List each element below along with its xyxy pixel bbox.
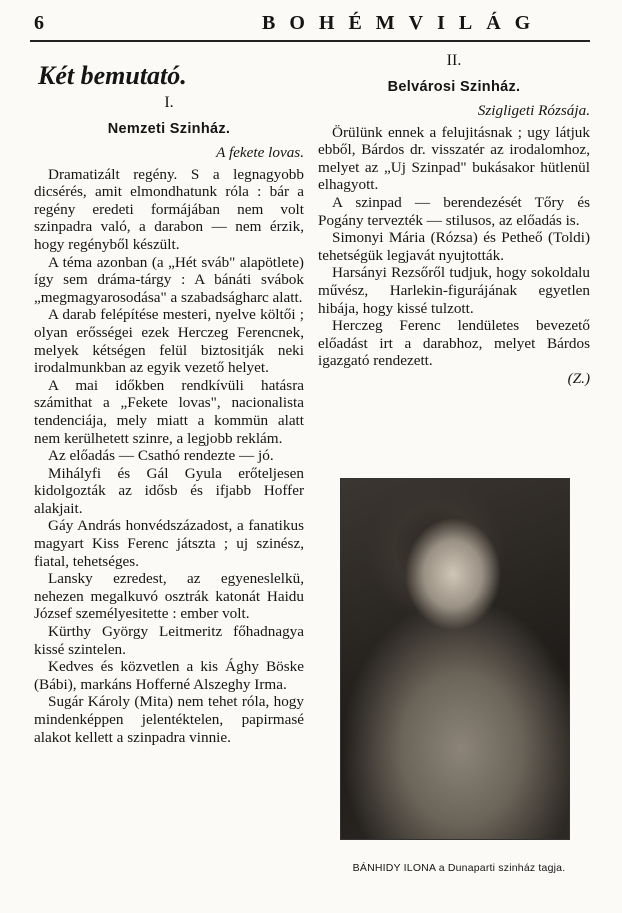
running-title: BOHÉMVILÁG (262, 12, 545, 34)
paragraph: Kedves és közvetlen a kis Ághy Böske (Bábi), markáns Hofferné Alszeghy Irma. (34, 658, 304, 693)
paragraph: Sugár Károly (Mita) nem tehet róla, hogy mindenképpen jelentéktelen, papirmasé alakot kellett a szinpadra vinnie. (34, 693, 304, 746)
paragraph: Kürthy György Leitmeritz főhadnagya kissé szintelen. (34, 623, 304, 658)
section-1-theater: Nemzeti Szinház. (107, 121, 231, 137)
paragraph: A darab felépítése mesteri, nyelve költői ; olyan erősségei ezek Herczeg Ferencnek, melyek kétségen felül biztositják neki irodalmunkban az egyik vezető helyet. (34, 306, 304, 377)
paragraph: Az előadás — Csathó rendezte — jó. (48, 447, 274, 465)
paragraph: Mihályfi és Gál Gyula erőteljesen kidolgozták az idősb és ifjabb Hoffer alakjait. (34, 464, 304, 517)
page-number: 6 (34, 12, 44, 34)
paragraph: A téma azonban (a „Hét sváb" alapötlete) így sem dráma-tárgy : A bánáti svábok „megmagyarosodása" a szabadságharc alatt. (34, 253, 304, 306)
author-signature: (Z.) (567, 369, 590, 387)
section-1-play-title: A fekete lovas. (216, 144, 304, 161)
paragraph: Gáy András honvédszázadost, a fanatikus magyart Kiss Ferenc játszta ; uj szinész, fiatal, tehetséges. (34, 517, 304, 570)
paragraph: Lansky ezredest, az egyeneslelkü, nehezen megalkuvó osztrák katonát Haidu József személyesitette : ember volt. (34, 570, 304, 623)
paragraph: Herczeg Ferenc lendületes bevezető előadást irt a darabhoz, melyet Bárdos igazgató rendezett. (318, 317, 590, 370)
photo-caption: BÁNHIDY ILONA a Dunaparti szinház tagja. (352, 862, 566, 874)
header-rule (30, 40, 590, 42)
right-column (318, 52, 590, 388)
left-column (34, 52, 304, 746)
section-2-play-title: Szigligeti Rózsája. (477, 102, 590, 119)
paragraph: Harsányi Rezsőről tudjuk, hogy sokoldalu művész, Harlekin-figurájának egyetlen hibája, hogy kissé tulzott. (318, 264, 590, 317)
section-2-number: II. (446, 52, 462, 69)
article-title: Két bemutató. (38, 61, 187, 90)
portrait-photo (340, 478, 570, 840)
page-header (0, 0, 622, 44)
paragraph: Dramatizált regény. S a legnagyobb dicsérés, amit elmondhatunk róla : bár a regény eredeti formájában nem volt szinpadra való, a darabon — nem érzik, hogy regényből készült. (34, 165, 304, 253)
paragraph: Örülünk ennek a felujitásnak ; ugy látjuk ebből, Bárdos dr. visszatér az irodalomhoz, melyet az „Uj Szinpad" bukásakor hütlenül elhagyott. (318, 123, 590, 194)
paragraph: A mai időkben rendkívüli hatásra számithat a „Fekete lovas", nacionalista tendenciája, mely miatt a kommün alatt nem kerülhetett szinre, a legjobb reklám. (34, 376, 304, 447)
section-1-number: I. (164, 94, 174, 111)
section-2-theater: Belvárosi Szinház. (387, 79, 521, 95)
paragraph: Simonyi Mária (Rózsa) és Petheő (Toldi) tehetségük legjavát nyujtották. (318, 229, 590, 264)
paragraph: A szinpad — berendezését Tőry és Pogány tervezték — stilusos, az előadás is. (318, 193, 590, 229)
